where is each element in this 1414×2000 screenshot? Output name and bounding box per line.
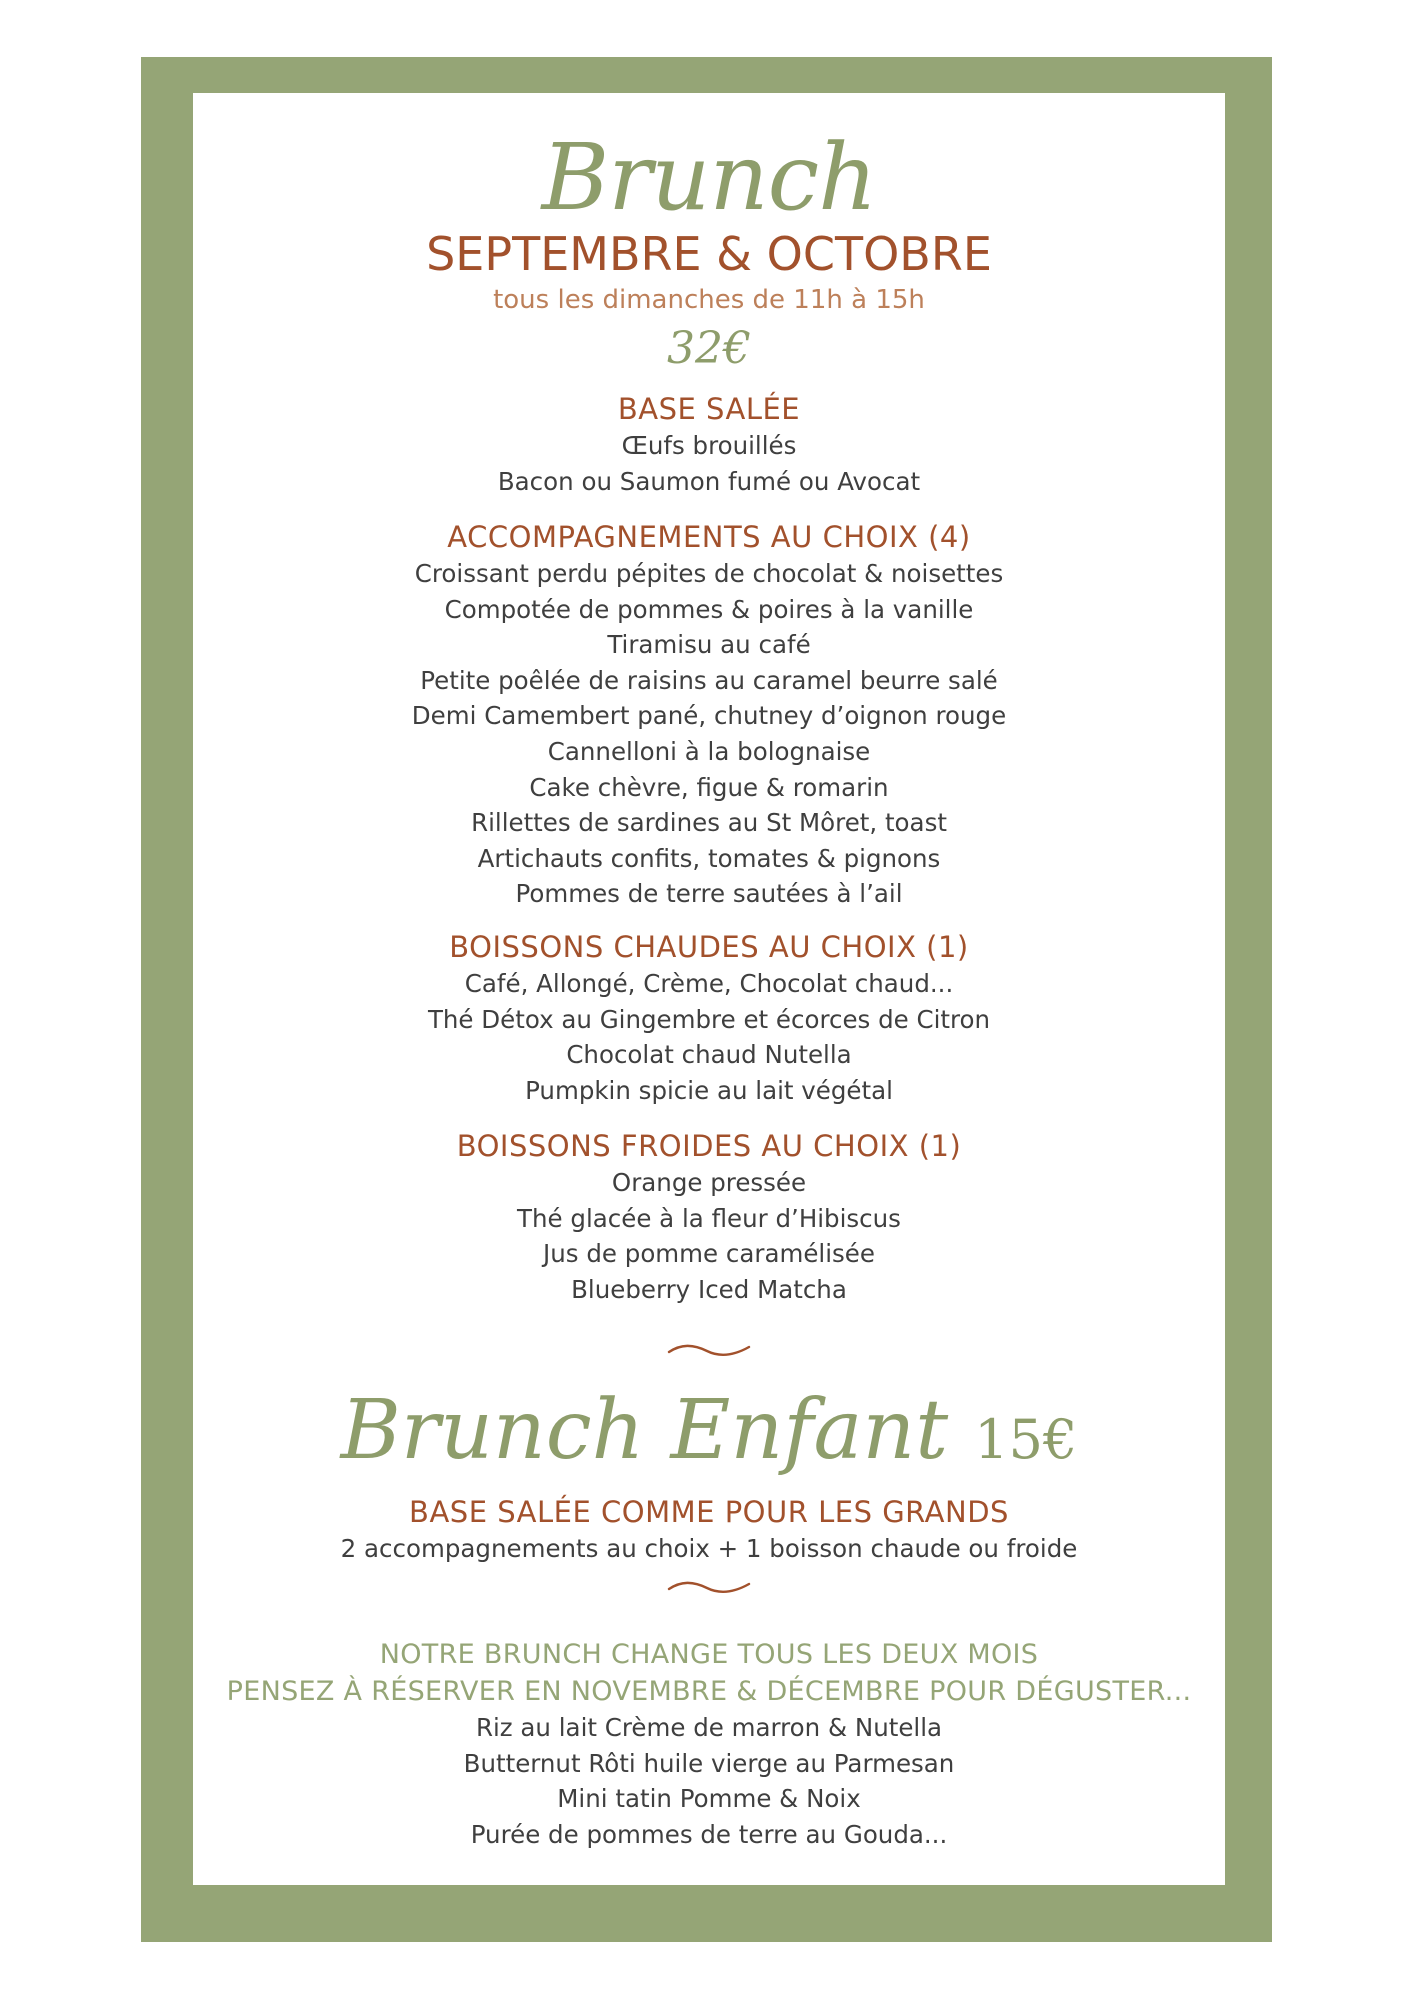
enfant-title: Brunch Enfant xyxy=(340,1383,949,1478)
list-item: Orange pressée xyxy=(611,1168,807,1197)
list-item: Artichauts confits, tomates & pignons xyxy=(477,843,941,873)
list-item: Thé Détox au Gingembre et écorces de Citron xyxy=(427,1004,991,1034)
list-item: Rillettes de sardines au St Môret, toast xyxy=(471,808,947,838)
list-item: Chocolat chaud Nutella xyxy=(566,1040,852,1070)
list-item: Petite poêlée de raisins au caramel beurre salé xyxy=(420,665,998,695)
enfant-price: 15€ xyxy=(974,1408,1078,1471)
swirl-divider-icon xyxy=(667,1578,751,1596)
list-item: Butternut Rôti huile vierge au Parmesan xyxy=(463,1748,955,1778)
section-boissons-chaudes xyxy=(193,928,1225,1108)
section-enfant xyxy=(193,1493,1225,1567)
list-item: Cake chèvre, figue & romarin xyxy=(529,772,889,802)
section-notice xyxy=(193,1636,1225,1852)
brunch-schedule: tous les dimanches de 11h à 15h xyxy=(493,285,925,315)
notice-line: NOTRE BRUNCH CHANGE TOUS LES DEUX MOIS xyxy=(379,1639,1039,1670)
swirl-divider-icon xyxy=(667,1341,751,1359)
list-item: Jus de pomme caramélisée xyxy=(543,1239,875,1269)
section-heading: BASE SALÉE COMME POUR LES GRANDS xyxy=(409,1495,1009,1529)
list-item: Riz au lait Crème de marron & Nutella xyxy=(475,1713,943,1742)
list-item: Demi Camembert pané, chutney d’oignon rouge xyxy=(411,701,1007,731)
list-item: Œufs brouillés xyxy=(621,431,797,460)
list-item: Café, Allongé, Crème, Chocolat chaud... xyxy=(464,969,954,998)
section-accompagnements xyxy=(193,518,1225,912)
section-heading: ACCOMPAGNEMENTS AU CHOIX (4) xyxy=(447,520,971,554)
list-item: Purée de pommes de terre au Gouda... xyxy=(470,1819,948,1849)
list-item: Blueberry Iced Matcha xyxy=(571,1274,847,1304)
list-item: Pumpkin spicie au lait végétal xyxy=(525,1075,893,1105)
list-item: Mini tatin Pomme & Noix xyxy=(557,1784,861,1814)
brunch-price: 32€ xyxy=(667,323,751,374)
list-item: Compotée de pommes & poires à la vanille xyxy=(444,594,974,624)
enfant-description: 2 accompagnements au choix + 1 boisson chaude ou froide xyxy=(340,1534,1078,1563)
section-heading: BOISSONS FROIDES AU CHOIX (1) xyxy=(456,1129,962,1163)
menu-card xyxy=(193,93,1225,1885)
list-item: Cannelloni à la bolognaise xyxy=(547,736,871,766)
brunch-title: Brunch xyxy=(541,124,877,231)
notice-line: PENSEZ À RÉSERVER EN NOVEMBRE & DÉCEMBRE POUR DÉGUSTER... xyxy=(226,1676,1192,1707)
section-boissons-froides xyxy=(193,1127,1225,1307)
list-item: Bacon ou Saumon fumé ou Avocat xyxy=(497,466,921,496)
enfant-title-row xyxy=(193,1381,1225,1490)
section-heading: BASE SALÉE xyxy=(617,392,801,426)
list-item: Pommes de terre sautées à l’ail xyxy=(515,879,903,909)
section-base-salee xyxy=(193,390,1225,499)
list-item: Croissant perdu pépites de chocolat & noisettes xyxy=(414,559,1004,588)
brunch-period: SEPTEMBRE & OCTOBRE xyxy=(426,227,992,281)
list-item: Tiramisu au café xyxy=(607,630,811,660)
list-item: Thé glacée à la fleur d’Hibiscus xyxy=(517,1203,901,1233)
section-heading: BOISSONS CHAUDES AU CHOIX (1) xyxy=(449,930,969,964)
